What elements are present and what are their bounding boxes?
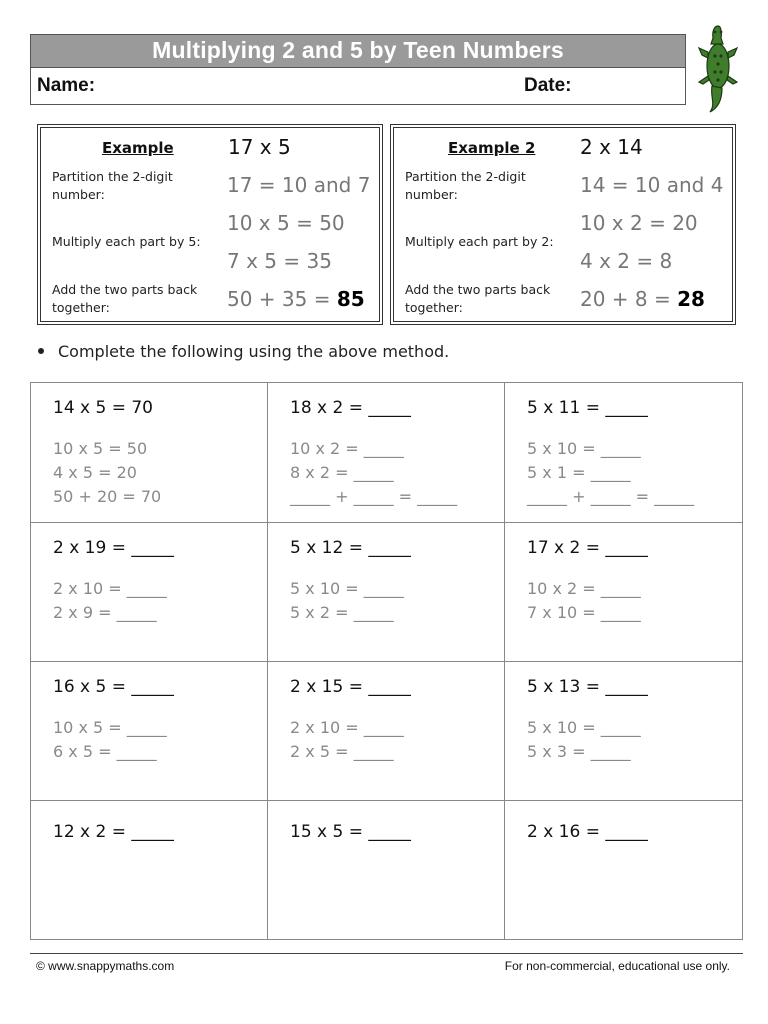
problem-question: 2 x 16 = _____	[527, 822, 648, 842]
problem-steps	[290, 437, 457, 509]
step-label-add: Add the two parts back together:	[52, 282, 198, 315]
example-problem: 17 x 5	[228, 135, 291, 159]
problem-step: 5 x 10 = _____	[290, 579, 404, 598]
problem-question: 16 x 5 = _____	[53, 677, 174, 697]
example-heading: Example 2	[448, 139, 536, 157]
problem-question: 18 x 2 = _____	[290, 398, 411, 418]
problem-grid	[30, 382, 743, 940]
step-work-add-text: 50 + 35 =	[227, 287, 331, 311]
name-label: Name:	[37, 75, 96, 96]
example-box-1	[37, 124, 383, 325]
problem-question: 12 x 2 = _____	[53, 822, 174, 842]
step-work-add-text: 20 + 8 =	[580, 287, 671, 311]
example-answer: 28	[677, 287, 705, 311]
problem-cell	[268, 801, 505, 939]
problem-step: 5 x 10 = _____	[527, 439, 641, 458]
problem-step: 8 x 2 = _____	[290, 463, 394, 482]
problem-question: 5 x 11 = _____	[527, 398, 648, 418]
problem-steps	[53, 577, 167, 625]
step-work-multiply-b: 4 x 2 = 8	[580, 249, 673, 273]
step-work-multiply-a: 10 x 2 = 20	[580, 211, 698, 235]
bullet-icon	[38, 348, 44, 354]
step-label-partition: Partition the 2-digit number:	[52, 169, 173, 202]
problem-cell	[31, 383, 268, 523]
step-work-multiply-b: 7 x 5 = 35	[227, 249, 332, 273]
step-label-add: Add the two parts back together:	[405, 282, 551, 315]
problem-question: 5 x 13 = _____	[527, 677, 648, 697]
problem-cell	[31, 523, 268, 662]
problem-steps	[290, 577, 404, 625]
example-problem: 2 x 14	[580, 135, 643, 159]
step-label-multiply: Multiply each part by 5:	[52, 234, 201, 249]
problem-step: _____ + _____ = _____	[290, 487, 458, 506]
problem-cell	[505, 383, 742, 523]
footer-divider	[30, 953, 743, 954]
problem-cell	[268, 523, 505, 662]
footer-copyright: © www.snappymaths.com	[36, 959, 175, 973]
footer-usage-note: For non-commercial, educational use only.	[504, 959, 730, 973]
problem-cell	[505, 801, 742, 939]
problem-cell	[505, 523, 742, 662]
problem-step: 7 x 10 = _____	[527, 603, 641, 622]
instruction-text: Complete the following using the above method.	[58, 342, 450, 361]
crocodile-icon	[696, 22, 740, 116]
problem-question: 15 x 5 = _____	[290, 822, 411, 842]
problem-step: 5 x 2 = _____	[290, 603, 394, 622]
problem-cell	[31, 662, 268, 801]
problem-step: 2 x 9 = _____	[53, 603, 157, 622]
problem-steps	[527, 716, 641, 764]
problem-question: 14 x 5 = 70	[53, 398, 153, 418]
step-work-multiply-a: 10 x 5 = 50	[227, 211, 345, 235]
problem-step: 5 x 10 = _____	[527, 718, 641, 737]
instruction	[38, 342, 449, 361]
problem-step: 10 x 5 = 50	[53, 439, 148, 458]
problem-steps	[527, 577, 641, 625]
problem-step: 4 x 5 = 20	[53, 463, 137, 482]
problem-steps	[53, 716, 167, 764]
step-work-partition: 17 = 10 and 7	[227, 173, 371, 197]
date-label: Date:	[524, 75, 572, 96]
problem-question: 2 x 19 = _____	[53, 538, 174, 558]
problem-cell	[268, 662, 505, 801]
problem-step: _____ + _____ = _____	[527, 487, 695, 506]
problem-step: 10 x 2 = _____	[527, 579, 641, 598]
step-label-partition: Partition the 2-digit number:	[405, 169, 526, 202]
problem-step: 10 x 5 = _____	[53, 718, 167, 737]
problem-step: 2 x 10 = _____	[290, 718, 404, 737]
problem-cell	[268, 383, 505, 523]
problem-question: 17 x 2 = _____	[527, 538, 648, 558]
problem-step: 2 x 5 = _____	[290, 742, 394, 761]
step-work-add	[580, 287, 705, 311]
problem-steps	[527, 437, 694, 509]
problem-step: 5 x 1 = _____	[527, 463, 631, 482]
step-label-multiply: Multiply each part by 2:	[405, 234, 554, 249]
problem-cell	[31, 801, 268, 939]
page-title: Multiplying 2 and 5 by Teen Numbers	[152, 37, 564, 63]
example-answer: 85	[336, 287, 365, 311]
problem-steps	[53, 437, 161, 509]
problem-step: 5 x 3 = _____	[527, 742, 631, 761]
problem-steps	[290, 716, 404, 764]
problem-step: 6 x 5 = _____	[53, 742, 157, 761]
problem-step: 2 x 10 = _____	[53, 579, 167, 598]
example-heading: Example	[102, 139, 174, 157]
name-date-row	[30, 68, 686, 105]
step-work-add	[227, 287, 365, 311]
title-bar	[30, 34, 686, 68]
problem-step: 50 + 20 = 70	[53, 487, 162, 506]
problem-question: 5 x 12 = _____	[290, 538, 411, 558]
step-work-partition: 14 = 10 and 4	[580, 173, 724, 197]
example-box-2	[390, 124, 736, 325]
problem-step: 10 x 2 = _____	[290, 439, 404, 458]
problem-question: 2 x 15 = _____	[290, 677, 411, 697]
problem-cell	[505, 662, 742, 801]
